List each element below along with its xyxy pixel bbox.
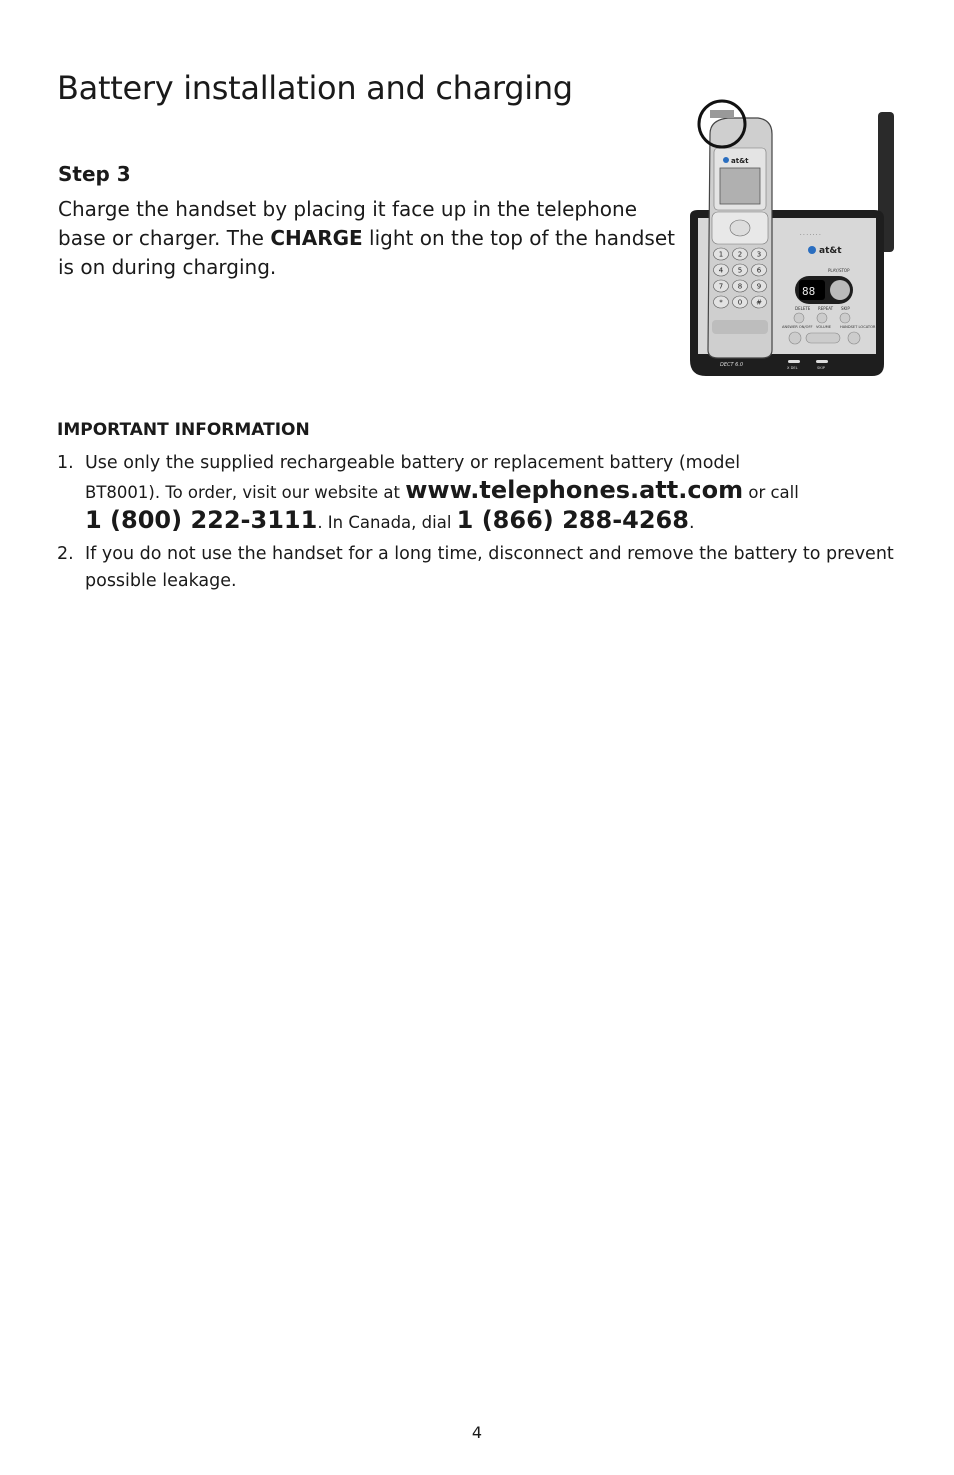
item1-part2: or call	[743, 483, 799, 502]
keypad-key-label: 7	[718, 282, 724, 291]
item2-text: If you do not use the handset for a long time, disconnect and remove the battery to prevent possible leakage.	[85, 544, 894, 591]
page-number: 4	[471, 1423, 483, 1442]
locator-button	[848, 332, 860, 344]
item1-part3: . In Canada, dial	[317, 513, 457, 532]
base-label-xdel: X DEL	[787, 366, 798, 370]
step-heading: Step 3	[58, 162, 131, 186]
base-label-play: PLAY/STOP	[828, 268, 850, 273]
keypad-key-label: 4	[718, 266, 724, 275]
website-link[interactable]: www.telephones.att.com	[405, 476, 744, 504]
item1-part1: BT8001). To order, visit our website at	[85, 483, 406, 502]
item1-line1: Use only the supplied rechargeable battery or replacement battery (model	[85, 453, 741, 473]
us-phone-number: 1 (800) 222-3111	[85, 506, 318, 534]
svg-text:· · · · · · ·: · · · · · · ·	[800, 232, 821, 238]
page-title: Battery installation and charging	[57, 69, 573, 108]
step-instructions	[58, 195, 678, 282]
base-brand: at&t	[819, 246, 842, 256]
dect-mark: DECT 6.0	[720, 362, 744, 368]
charge-keyword: CHARGE	[270, 226, 363, 250]
keypad-key-label: 3	[756, 250, 762, 259]
att-globe-icon	[808, 246, 816, 254]
base-label-delete: DELETE	[795, 306, 811, 311]
charge-light	[710, 110, 734, 118]
list-number: 1.	[57, 453, 74, 473]
important-heading: IMPORTANT INFORMATION	[57, 420, 310, 440]
base-label-locator: HANDSET LOCATOR	[840, 325, 876, 329]
handset-brand: at&t	[731, 157, 749, 165]
volume-rocker	[806, 333, 840, 343]
keypad-key-label: 0	[737, 298, 743, 307]
power-button	[789, 332, 801, 344]
list-item	[57, 450, 897, 537]
list-item	[57, 541, 897, 595]
canada-phone-number: 1 (866) 288-4268	[456, 506, 689, 534]
play-button	[830, 280, 850, 300]
base-label-repeat: REPEAT	[818, 306, 834, 311]
step-text-before: Charge the handset by placing it face up in the telephone base or charger. The	[58, 197, 638, 250]
keypad-key-label: 6	[756, 266, 762, 275]
keypad-key-label: *	[719, 298, 723, 307]
base-label-skip: SKIP	[841, 306, 850, 311]
phone-illustration	[688, 98, 904, 380]
base-label-volume: VOLUME	[816, 325, 832, 329]
handset-screen	[720, 168, 760, 204]
keypad-key-label: 1	[718, 250, 724, 259]
base-display-digits: 88	[802, 285, 816, 298]
keypad-key-label: #	[756, 298, 762, 307]
list-number: 2.	[57, 544, 74, 564]
keypad-key-label: 5	[737, 266, 743, 275]
step-text-after: light on the top of the handset is on during charging.	[58, 226, 675, 279]
item1-part4: .	[688, 513, 695, 533]
important-list	[57, 450, 897, 599]
keypad-key-label: 9	[756, 282, 762, 291]
base-label-answer: ANSWER ON/OFF	[782, 325, 813, 329]
keypad-key-label: 8	[737, 282, 743, 291]
keypad-key-label: 2	[737, 250, 743, 259]
base-label-skip-2: SKIP	[817, 366, 825, 370]
handset-globe-icon	[723, 157, 729, 163]
